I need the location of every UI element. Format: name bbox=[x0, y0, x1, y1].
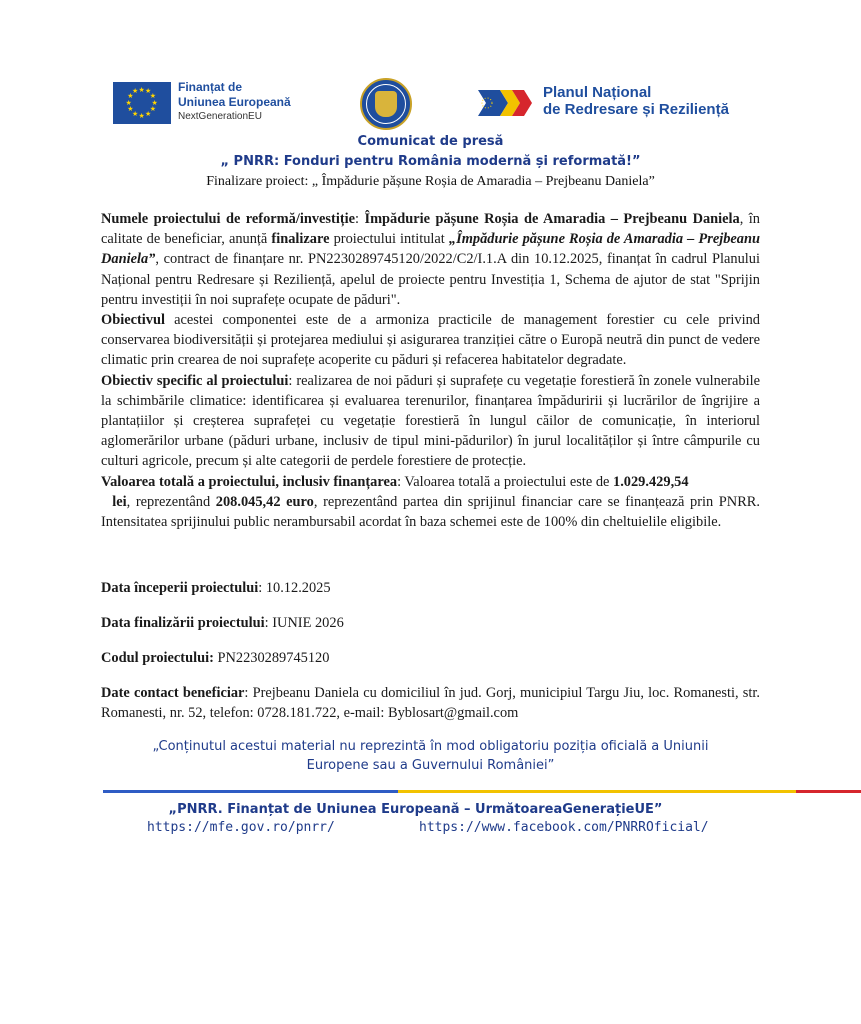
pnrr-logo-text bbox=[543, 84, 729, 118]
label-start-date: Data începerii proiectului bbox=[101, 580, 259, 596]
value-lei: 1.029.429,54 bbox=[613, 473, 689, 490]
text: , contract de finanțare nr. PN2230289745120/2022/C2/I.1.A din 10.12.2025, finanțat în cadrul Planului Național pentru Redresare și Reziliență, apelul de proiecte pentru Investiția 1, Schema de ajutor de stat "Sprijin pentru investiții în noi suprafețe ocupate de păduri". bbox=[101, 251, 760, 308]
divider-blue bbox=[103, 790, 398, 793]
eu-logo-text bbox=[178, 80, 291, 124]
eu-star-icon: ★ bbox=[127, 92, 134, 100]
eu-star-icon: ★ bbox=[125, 98, 132, 107]
divider-red bbox=[796, 790, 861, 793]
pnrr-logo-line1: Planul Național bbox=[543, 84, 652, 101]
text: : Valoarea totală a proiectului este de bbox=[397, 473, 613, 490]
logo-header bbox=[0, 78, 861, 130]
text: : realizarea de noi păduri și suprafețe cu vegetație forestieră în zonele vulnerabile la schimbările climatice: identificarea și evaluarea terenurilor, finanțarea împăduririi și lucrărilor de îngrijire a plantațiilor și creșterea suprafeței cu vegetație forestieră în lungul căilor de comunicație, în interiorul aglomerărilor urbane (păduri urbane, inclusiv de tipul mini-pădurilor) în jurul localităților și între câmpurile cu culturi agricole, precum și alte categorii de perdele forestiere de protecție. bbox=[101, 372, 760, 470]
paragraph-specific-objective bbox=[101, 371, 760, 472]
label-specific-objective: Obiectiv specific al proiectului bbox=[101, 372, 289, 389]
contact-info bbox=[101, 683, 760, 723]
press-release-body bbox=[101, 209, 760, 532]
value: PN2230289745120 bbox=[213, 650, 330, 666]
footer-title: „PNRR. Finanțat de Uniunea Europeană – UrmătoareaGenerațieUE” bbox=[168, 802, 663, 817]
footer bbox=[0, 800, 861, 838]
eu-star-icon: ★ bbox=[145, 109, 152, 118]
eu-star-icon: ★ bbox=[132, 87, 139, 96]
title-block bbox=[0, 132, 861, 192]
eu-star-icon: ★ bbox=[138, 85, 145, 94]
end-date bbox=[101, 613, 760, 633]
text: proiectului intitulat bbox=[329, 231, 449, 248]
text: , în calitate de beneficiar, anunță bbox=[101, 211, 760, 248]
label-project-name: Numele proiectului de reformă/investiție bbox=[101, 211, 356, 227]
project-code bbox=[101, 648, 760, 668]
press-release-heading: Comunicat de presă bbox=[357, 134, 504, 149]
mfe-link[interactable]: https://mfe.gov.ro/pnrr/ bbox=[147, 820, 335, 835]
eu-star-icon: ★ bbox=[127, 105, 134, 113]
text: , reprezentând bbox=[126, 493, 216, 510]
eu-star-icon: ★ bbox=[151, 98, 158, 107]
text: acestei componentei este de a armoniza practicile de management forestier cu cele privind conservarea biodiversității și protejarea mediului și asigurarea tranziției către o Europă neutră din punct de vedere climatic prin crearea de noi suprafețe acoperite cu păduri și refacerea habitatelor degradate. bbox=[101, 312, 760, 369]
eu-star-icon: ★ bbox=[149, 92, 157, 100]
label-end-date: Data finalizării proiectului bbox=[101, 615, 265, 631]
eu-star-icon: ★ bbox=[145, 87, 152, 96]
value: : Prejbeanu Daniela cu domiciliul în jud. Gorj, municipiul Targu Jiu, loc. Romanesti, str. Romanesti, nr. 52, telefon: 0728.181.722, e-mail: Byblosart@gmail.com bbox=[101, 685, 760, 722]
value: : 10.12.2025 bbox=[258, 580, 331, 596]
value: : IUNIE 2026 bbox=[264, 615, 344, 631]
paragraph-objective bbox=[101, 310, 760, 371]
pnrr-logo-line2: de Redresare și Reziliență bbox=[543, 101, 729, 118]
footer-links bbox=[0, 820, 861, 838]
tricolor-divider bbox=[103, 790, 861, 793]
label-objective: Obiectivul bbox=[101, 312, 165, 329]
eu-logo-line3: NextGenerationEU bbox=[178, 111, 262, 122]
divider-yellow bbox=[398, 790, 796, 793]
disclaimer-line2: Europene sau a Guvernului României” bbox=[306, 758, 555, 773]
paragraph-project-name: Numele proiectului de reformă/investiție: Împădurie pășune Roșia de Amaradia – Prejbeanu Daniela, în calitate de beneficiar, anunță finalizare proiectului intitulat „Împădurie pășune Roșia de Amaradia – Prejbeanu Daniela”, contract de finanțare nr. PN2230289745120/2022/C2/I.1.A din 10.12.2025, finanțat în cadrul Planului Național pentru Redresare și Reziliență, apelul de proiecte pentru Investiția 1, Schema de ajutor de stat "Sprijin pentru investiții în noi suprafețe ocupate de păduri". bbox=[101, 211, 760, 308]
lei-unit: lei bbox=[112, 493, 127, 510]
project-title-italic: „Împădurie pășune Roșia de Amaradia – Prejbeanu Daniela” bbox=[101, 231, 760, 268]
finalize-heading: Finalizare proiect: „ Împădurie pășune Roșia de Amaradia – Prejbeanu Daniela” bbox=[206, 174, 655, 189]
disclaimer bbox=[0, 737, 861, 775]
label-project-code: Codul proiectului: bbox=[101, 650, 214, 666]
eu-logo-line1: Finanțat de bbox=[178, 80, 243, 94]
start-date bbox=[101, 578, 760, 598]
facebook-link[interactable]: https://www.facebook.com/PNRROficial/ bbox=[419, 820, 709, 835]
romanian-government-emblem-icon bbox=[360, 78, 412, 130]
text: , reprezentând partea din sprijinul financiar care se finanțează prin PNRR. Intensitatea sprijinului public nerambursabil acordat în baza schemei este de 100% din cheltuielile eligibile. bbox=[101, 493, 760, 531]
eu-star-icon: ★ bbox=[138, 111, 145, 120]
pnrr-logo-icon bbox=[478, 88, 538, 118]
value-euro: 208.045,42 euro bbox=[215, 493, 314, 510]
eu-star-icon: ★ bbox=[149, 105, 157, 113]
paragraph-total-value bbox=[101, 472, 760, 533]
eu-flag-icon bbox=[113, 82, 171, 124]
label-contact: Date contact beneficiar bbox=[101, 685, 245, 701]
eu-logo-line2: Uniunea Europeană bbox=[178, 95, 291, 109]
label-total-value: Valoarea totală a proiectului, inclusiv finanțarea bbox=[101, 473, 398, 490]
project-name: Împădurie pășune Roșia de Amaradia – Prejbeanu Daniela bbox=[364, 211, 740, 227]
finalize-word: finalizare bbox=[271, 231, 330, 248]
disclaimer-line1: „Conținutul acestui material nu reprezintă în mod obligatoriu poziția oficială a Uniunii bbox=[152, 739, 709, 754]
slogan-heading: „ PNRR: Fonduri pentru România modernă și reformată!” bbox=[220, 154, 641, 169]
eu-star-icon: ★ bbox=[132, 109, 139, 118]
